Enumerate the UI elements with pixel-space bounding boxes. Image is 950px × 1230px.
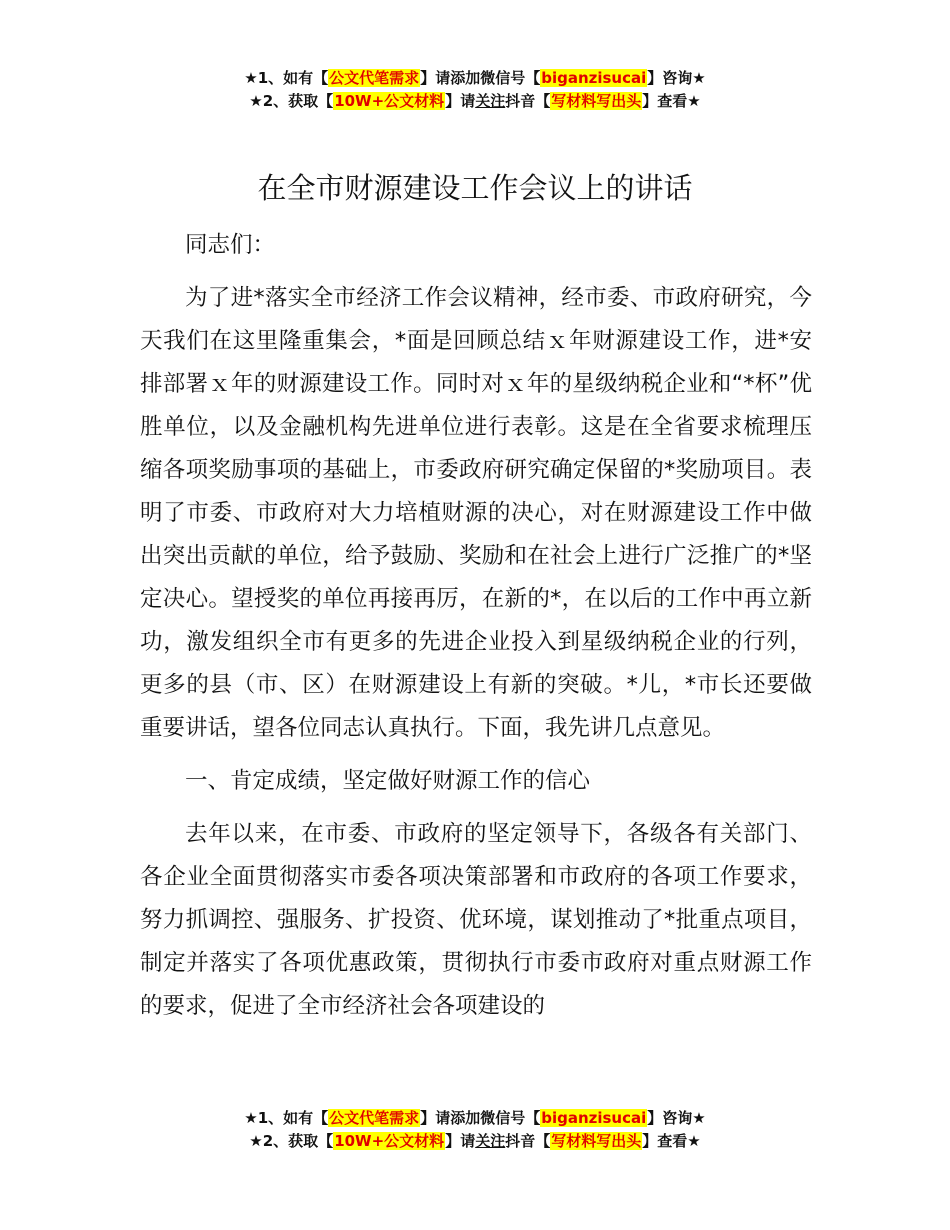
banner-line-1: ★1、如有【公文代笔需求】请添加微信号【biganzisucai】咨询★ — [244, 1109, 706, 1127]
highlight-douyin-account: 写材料写出头 — [551, 1132, 642, 1150]
highlight-ghostwriting: 公文代笔需求 — [329, 1109, 420, 1127]
highlight-ghostwriting: 公文代笔需求 — [329, 69, 420, 87]
section-heading-1: 一、肯定成绩，坚定做好财源工作的信心 — [185, 768, 591, 794]
paragraph-intro: 为了进*落实全市经济工作会议精神，经市委、市政府研究，今天我们在这里隆重集会，*面是回顾总结ｘ年财源建设工作，进*安排部署ｘ年的财源建设工作。同时对ｘ年的星级纳税企业和“*杯”优胜单位，以及金融机构先进单位进行表彰。这是在全省要求梳理压缩各项奖励事项的基础上，市委政府研究确定保留的*奖励项目。表明了市委、市政府对大力培植财源的决心，对在财源建设工作中做出突出贡献的单位，给予鼓励、奖励和在社会上进行广泛推广的*坚定决心。望授奖的单位再接再厉，在新的*，在以后的工作中再立新功，激发组织全市有更多的先进企业投入到星级纳税企业的行列，更多的县（市、区）在财源建设上有新的突破。*儿，*市长还要做重要讲话，望各位同志认真执行。下面，我先讲几点意见。 — [140, 285, 812, 741]
banner-line-2: ★2、获取【10W+公文材料】请关注抖音【写材料写出头】查看★ — [249, 1132, 701, 1150]
document-title: 在全市财源建设工作会议上的讲话 — [257, 171, 693, 205]
document-body — [140, 224, 812, 1038]
banner-line-1: ★1、如有【公文代笔需求】请添加微信号【biganzisucai】咨询★ — [244, 69, 706, 87]
footer-banner — [0, 1107, 950, 1153]
underlined-follow: 关注 — [475, 92, 506, 110]
highlight-wechat-id: biganzisucai — [541, 69, 647, 87]
highlight-douyin-account: 写材料写出头 — [551, 92, 642, 110]
header-banner — [0, 67, 950, 113]
paragraph-greeting: 同志们： — [185, 232, 276, 258]
underlined-follow: 关注 — [475, 1132, 506, 1150]
highlight-materials: 10W+公文材料 — [334, 92, 445, 110]
banner-line-2: ★2、获取【10W+公文材料】请关注抖音【写材料写出头】查看★ — [249, 92, 701, 110]
highlight-materials: 10W+公文材料 — [334, 1132, 445, 1150]
highlight-wechat-id: biganzisucai — [541, 1109, 647, 1127]
paragraph-achievements: 去年以来，在市委、市政府的坚定领导下，各级各有关部门、各企业全面贯彻落实市委各项决策部署和市政府的各项工作要求，努力抓调控、强服务、扩投资、优环境，谋划推动了*批重点项目，制定并落实了各项优惠政策，贯彻执行市委市政府对重点财源工作的要求，促进了全市经济社会各项建设的 — [140, 821, 812, 1019]
